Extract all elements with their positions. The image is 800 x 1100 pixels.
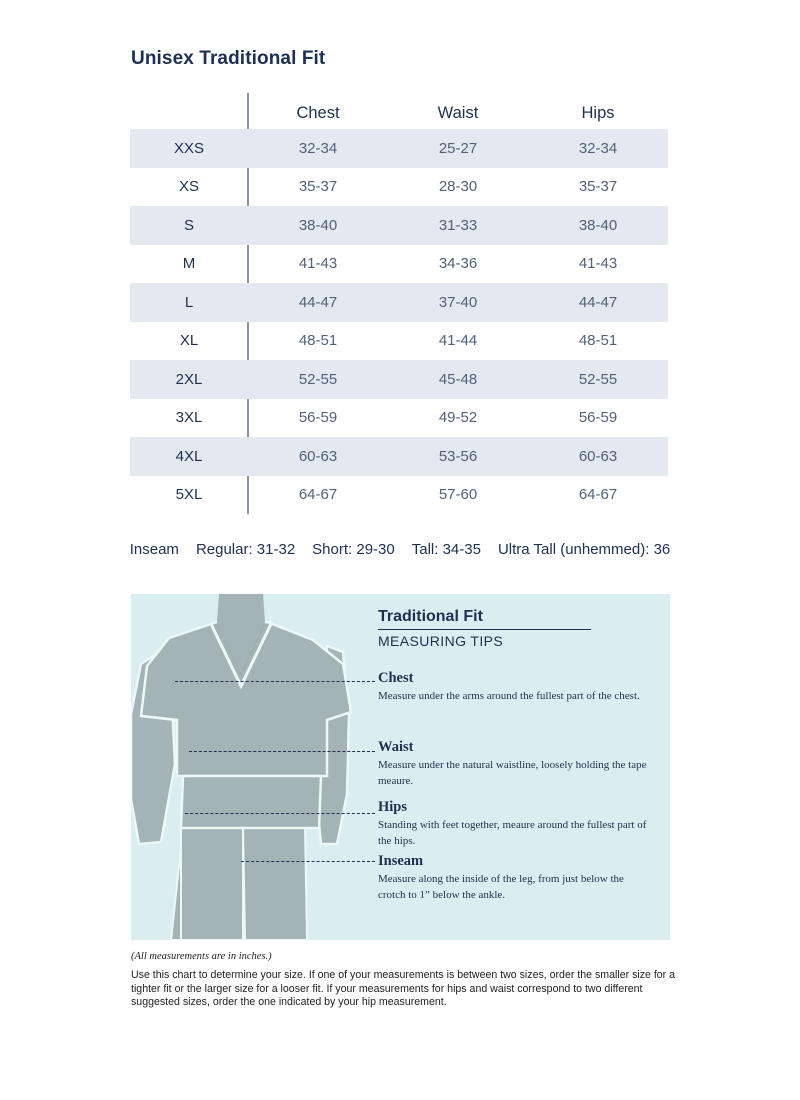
table-header-row bbox=[130, 93, 668, 129]
chest-cell: 60-63 bbox=[298, 447, 338, 465]
header-chest: Chest bbox=[296, 103, 340, 122]
waist-cell: 28-30 bbox=[438, 178, 478, 196]
size-cell: 5XL bbox=[175, 486, 203, 504]
chest-cell: 35-37 bbox=[298, 178, 338, 196]
waist-cell: 53-56 bbox=[438, 447, 478, 465]
sizing-instructions: Use this chart to determine your size. If one of your measurements is between two sizes, order the smaller size for a tighter fit or the larger size for a looser fit. If your measurements for hips and waist correspond to two different suggested sizes, order the one indicated by your hip measurement. bbox=[131, 969, 676, 1008]
size-cell: S bbox=[183, 216, 194, 234]
waist-cell: 31-33 bbox=[438, 216, 478, 234]
hips-cell: 44-47 bbox=[578, 293, 618, 311]
hips-cell: 60-63 bbox=[578, 447, 618, 465]
table-row bbox=[130, 476, 668, 515]
size-cell: 2XL bbox=[175, 370, 203, 388]
size-cell: 3XL bbox=[175, 409, 203, 427]
table-row bbox=[130, 360, 668, 399]
tips-header bbox=[378, 608, 658, 649]
inseam-ultra-tall: Ultra Tall (unhemmed): 36 bbox=[497, 541, 671, 558]
inseam-tall: Tall: 34-35 bbox=[411, 541, 481, 558]
measuring-tips-panel bbox=[131, 594, 670, 940]
chest-cell: 52-55 bbox=[298, 370, 338, 388]
hips-cell: 52-55 bbox=[578, 370, 618, 388]
waist-cell: 41-44 bbox=[438, 332, 478, 350]
tip-description: Measure along the inside of the leg, from just below the crotch to 1” below the ankle. bbox=[378, 873, 624, 901]
header-hips: Hips bbox=[581, 103, 615, 122]
chest-cell: 48-51 bbox=[298, 332, 338, 350]
table-row bbox=[130, 168, 668, 207]
table-row bbox=[130, 322, 668, 361]
inseam-short: Short: 29-30 bbox=[312, 541, 395, 558]
chest-cell: 41-43 bbox=[298, 255, 338, 273]
page-title: Unisex Traditional Fit bbox=[131, 48, 326, 69]
table-row bbox=[130, 283, 668, 322]
chest-cell: 32-34 bbox=[298, 139, 338, 157]
tip-heading: Hips bbox=[378, 799, 408, 815]
table-row bbox=[130, 206, 668, 245]
size-cell: XS bbox=[178, 178, 199, 196]
size-cell: XL bbox=[179, 332, 199, 350]
inseam-line bbox=[0, 541, 800, 558]
waist-cell: 49-52 bbox=[438, 409, 478, 427]
header-waist: Waist bbox=[437, 103, 479, 122]
tip-description: Measure under the natural waistline, loosely holding the tape meaure. bbox=[378, 759, 647, 787]
waist-cell: 37-40 bbox=[438, 293, 478, 311]
hips-cell: 32-34 bbox=[578, 139, 618, 157]
tips-subtitle: MEASURING TIPS bbox=[378, 633, 504, 649]
tip-chest bbox=[378, 670, 648, 705]
tips-title-rule bbox=[378, 629, 591, 630]
waist-cell: 45-48 bbox=[438, 370, 478, 388]
table-row bbox=[130, 129, 668, 168]
tip-heading: Chest bbox=[378, 670, 414, 686]
chest-cell: 44-47 bbox=[298, 293, 338, 311]
tip-hips bbox=[378, 799, 648, 849]
inseam-label: Inseam bbox=[129, 541, 179, 558]
tip-waist bbox=[378, 739, 648, 789]
size-table bbox=[130, 93, 668, 514]
chest-cell: 56-59 bbox=[298, 409, 338, 427]
tip-heading: Waist bbox=[378, 739, 414, 755]
waist-cell: 34-36 bbox=[438, 255, 478, 273]
tips-title: Traditional Fit bbox=[378, 608, 483, 625]
inseam-guide-line bbox=[241, 861, 375, 862]
waist-cell: 25-27 bbox=[438, 139, 478, 157]
size-cell: 4XL bbox=[175, 447, 203, 465]
tip-inseam bbox=[378, 853, 648, 903]
units-note: (All measurements are in inches.) bbox=[131, 951, 272, 962]
hips-cell: 35-37 bbox=[578, 178, 618, 196]
hips-cell: 38-40 bbox=[578, 216, 618, 234]
chest-guide-line bbox=[175, 681, 375, 682]
chest-cell: 38-40 bbox=[298, 216, 338, 234]
size-cell: L bbox=[184, 293, 194, 311]
size-cell: M bbox=[182, 255, 196, 273]
tip-description: Standing with feet together, meaure around the fullest part of the hips. bbox=[378, 819, 647, 847]
waist-guide-line bbox=[189, 751, 375, 752]
table-row bbox=[130, 437, 668, 476]
size-cell: XXS bbox=[173, 139, 204, 157]
hips-guide-line bbox=[185, 813, 375, 814]
hips-cell: 56-59 bbox=[578, 409, 618, 427]
waist-cell: 57-60 bbox=[438, 486, 478, 504]
hips-cell: 48-51 bbox=[578, 332, 618, 350]
tip-description: Measure under the arms around the fullest part of the chest. bbox=[378, 690, 640, 702]
hips-cell: 64-67 bbox=[578, 486, 618, 504]
tip-heading: Inseam bbox=[378, 853, 424, 869]
inseam-regular: Regular: 31-32 bbox=[195, 541, 296, 558]
table-row bbox=[130, 245, 668, 284]
table-row bbox=[130, 399, 668, 438]
header-size bbox=[130, 109, 248, 113]
hips-cell: 41-43 bbox=[578, 255, 618, 273]
chest-cell: 64-67 bbox=[298, 486, 338, 504]
